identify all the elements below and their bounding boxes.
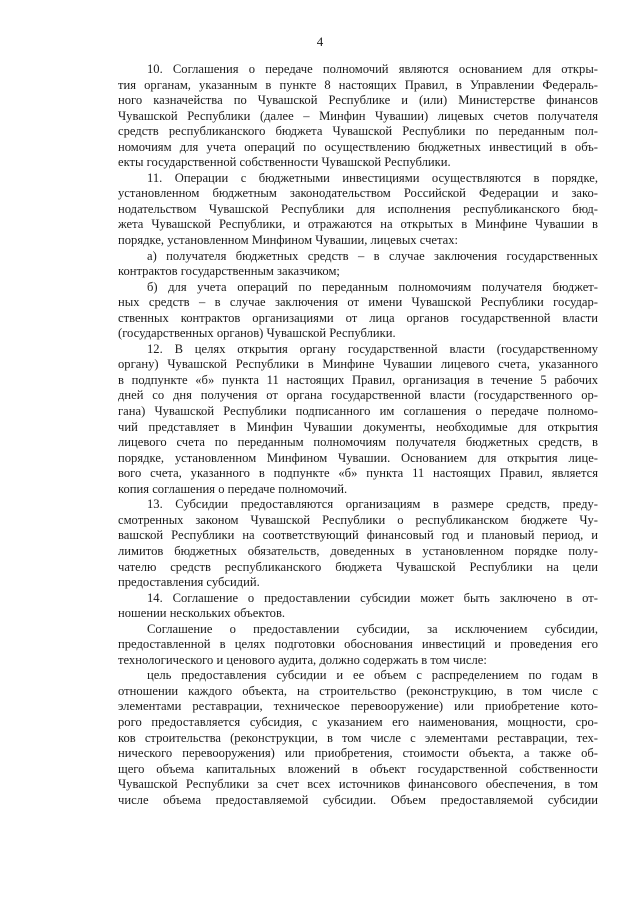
text-line: контрактов государственным заказчиком; xyxy=(118,264,340,279)
text-line: Чувашской Республики (далее – Минфин Чувашии) лицевых счетов получателя xyxy=(118,108,598,123)
text-line: гана) Чувашской Республики подписанного им соглашения о передаче полномо- xyxy=(118,404,598,419)
text-line: ного казначейства по Чувашской Республике и (или) Министерстве финансов xyxy=(118,93,598,108)
text-line: 12. В целях открытия органу государственной власти (государственному xyxy=(147,341,598,356)
text-line: (государственных органов) Чувашской Республики. xyxy=(118,326,396,341)
text-line: Соглашение о предоставлении субсидии, за исключением субсидии, xyxy=(147,621,598,636)
text-line: жета Чувашской Республики, и отражаются на открытых в Минфине Чувашии в xyxy=(118,217,598,232)
text-line: числе объема предоставляемой субсидии. Объем предоставляемой субсидии xyxy=(118,792,598,807)
text-line: ных средств – в случае заключения от имени Чувашской Республики государ- xyxy=(118,295,598,310)
text-line: лимитов бюджетных обязательств, доведенных в установленном порядке полу- xyxy=(118,543,598,558)
text-line: номочиям для учета операций по осуществлению бюджетных инвестиций в объ- xyxy=(118,139,598,154)
text-line: ственных контрактов организациями от лица органов государственной власти xyxy=(118,310,598,325)
text-line: средств республиканского бюджета Чувашской Республики по переданным пол- xyxy=(118,124,598,139)
text-line: элементами реставрации, техническое перевооружение) или приобретение кото- xyxy=(118,699,598,714)
text-line: а) получателя бюджетных средств – в случае заключения государственных xyxy=(147,248,598,263)
text-line: 14. Соглашение о предоставлении субсидии может быть заключено в от- xyxy=(147,590,598,605)
text-line: ков строительства (реконструкции, в том числе с элементами реставрации, тех- xyxy=(118,730,598,745)
text-line: предоставленной в целях подготовки обоснования инвестиций и проведения его xyxy=(118,637,598,652)
text-line: Чувашской Республики за счет всех источников финансового обеспечения, в том xyxy=(118,777,598,792)
text-line: предоставления субсидий. xyxy=(118,575,260,590)
text-line: 10. Соглашения о передаче полномочий являются основанием для откры- xyxy=(147,62,598,76)
text-line: нодательством Чувашской Республики для исполнения республиканского бюд- xyxy=(118,201,598,216)
text-line: органу) Чувашской Республики в Минфине Чувашии лицевого счета, указанного xyxy=(118,357,598,372)
text-line: лицевого счета по переданным полномочиям получателя бюджетных средств, в xyxy=(118,435,598,450)
text-line: 13. Субсидии предоставляются организациям в размере средств, преду- xyxy=(147,497,598,512)
text-line: ношении нескольких объектов. xyxy=(118,606,286,621)
text-line: отношении каждого объекта, на строительство (реконструкцию, в том числе с xyxy=(118,683,598,698)
text-line: установленном бюджетным законодательством Российской Федерации и зако- xyxy=(118,186,598,201)
text-line: порядке, установленном Минфином Чувашии. Основанием для открытия лице- xyxy=(118,450,598,465)
text-line: 11. Операции с бюджетными инвестициями осуществляются в порядке, xyxy=(147,170,598,185)
text-line: в подпункте «б» пункта 11 настоящих Правил, организация в течение 5 рабочих xyxy=(118,372,598,387)
text-line: б) для учета операций по переданным полномочиям получателя бюджет- xyxy=(147,279,598,294)
text-line: тия органам, указанным в пункте 8 настоящих Правил, в Управлении Федераль- xyxy=(118,77,598,92)
text-line: рого предоставляется субсидия, с указанием его наименования, мощности, сро- xyxy=(118,714,598,729)
text-line: технологического и ценового аудита, должно содержать в том числе: xyxy=(118,652,487,667)
text-line: порядке, установленном Минфином Чувашии, лицевых счетах: xyxy=(118,233,459,248)
text-line: смотренных законом Чувашской Республики о республиканском бюджете Чу- xyxy=(118,512,598,527)
text-line: вашской Республики на соответствующий финансовый год и плановый период, и xyxy=(118,528,598,543)
text-line: цель предоставления субсидии и ее объем с распределением по годам в xyxy=(147,668,598,683)
text-line: щего объема капитальных вложений в объект государственной собственности xyxy=(118,761,598,776)
text-line: екты государственной собственности Чувашской Республики. xyxy=(118,155,451,170)
text-line: чий представляет в Минфин Чувашии документы, необходимые для открытия xyxy=(118,419,598,434)
text-line: дней со дня получения от органа государственной власти (государственного ор- xyxy=(118,388,598,403)
document-body xyxy=(118,62,598,808)
text-line: чателю средств республиканского бюджета Чувашской Республики на цели xyxy=(118,559,598,574)
page-number: 4 xyxy=(316,34,324,49)
text-line: нического перевооружения) или приобретения, стоимости объекта, а также об- xyxy=(118,746,598,761)
text-line: копия соглашения о передаче полномочий. xyxy=(118,481,348,496)
text-line: вого счета, указанного в подпункте «б» пункта 11 настоящих Правил, является xyxy=(118,466,598,481)
